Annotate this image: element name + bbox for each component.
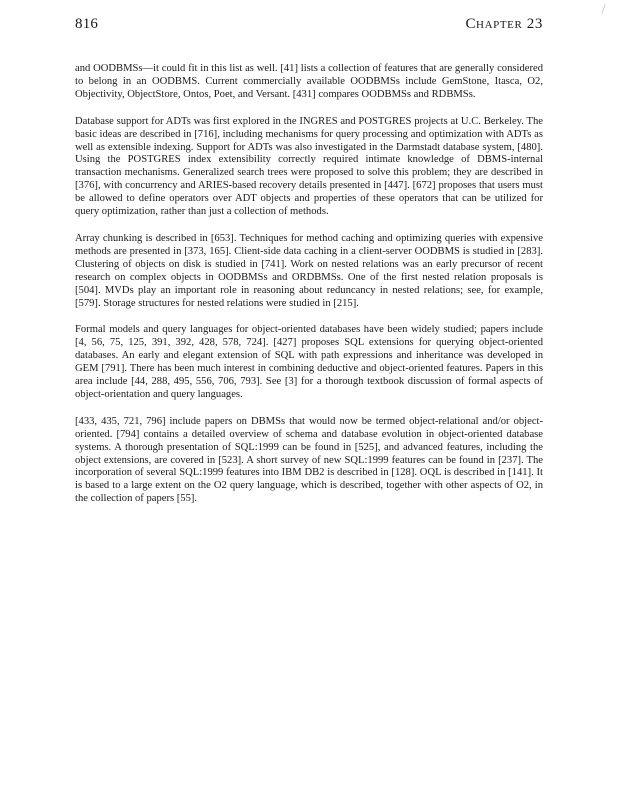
paragraph-object-relational-papers: [433, 435, 721, 796] include papers on DBMSs that would now be termed object-relational and/or object-oriented. [794] contains a detailed overview of schema and database evolution in object-oriented database systems. A thorough presentation of SQL:1999 can be found in [525], and advanced features, including the object extensions, are covered in [523]. A short survey of new SQL:1999 features can be found in [237]. The incorporation of several SQL:1999 features into IBM DB2 is described in [128]. OQL is described in [141]. It is based to a large extent on the O2 query language, which is described, together with other aspects of O2, in the collection of papers [55]. <box>75 415 543 505</box>
paragraph-adt-support: Database support for ADTs was first explored in the INGRES and POSTGRES projects at U.C. Berkeley. The basic ideas are described in [716], including mechanisms for query processing and optimization with ADTs as well as extensible indexing. Support for ADTs was also investigated in the Darmstadt database system, [480]. Using the POSTGRES index extensibility correctly required intimate knowledge of DBMS-internal transaction mechanisms. Generalized search trees were proposed to solve this problem; they are described in [376], with concurrency and ARIES-based recovery details presented in [447]. [672] proposes that users must be allowed to define operators over ADT objects and properties of these operators that can be utilized for query optimization, rather than just a collection of methods. <box>75 115 543 218</box>
paragraph-oodbms-products: and OODBMSs—it could fit in this list as well. [41] lists a collection of features that are generally considered to belong in an OODBMS. Current commercially available OODBMSs include GemStone, Itasca, O2, Objectivity, ObjectStore, Ontos, Poet, and Versant. [431] compares OODBMSs and RDBMSs. <box>75 63 543 100</box>
paragraph-formal-models: Formal models and query languages for object-oriented databases have been widely studied; papers include [4, 56, 75, 125, 391, 392, 428, 578, 724]. [427] proposes SQL extensions for querying object-oriented databases. An early and elegant extension of SQL with path expressions and inheritance was developed in GEM [791]. There has been much interest in combining deductive and object-oriented features. Papers in this area include [44, 288, 495, 556, 706, 793]. See [3] for a thorough textbook discussion of formal aspects of object-orientation and query languages. <box>75 324 543 400</box>
page-number: 816 <box>75 16 99 32</box>
chapter-heading: Chapter 23 <box>465 16 543 32</box>
paragraph-array-chunking: Array chunking is described in [653]. Techniques for method caching and optimizing queries with expensive methods are presented in [373, 165]. Client-side data caching in a client-server OODBMS is studied in [283]. Clustering of objects on disk is studied in [741]. Work on nested relations was an early precursor of recent research on complex objects in OODBMSs and ORDBMSs. One of the first nested relation proposals is [504]. MVDs play an important role in reasoning about reduncancy in nested relations; see, for example, [579]. Storage structures for nested relations were studied in [215]. <box>75 232 543 309</box>
scan-mark <box>601 4 605 14</box>
page-header <box>75 16 543 38</box>
body-text <box>75 63 543 520</box>
